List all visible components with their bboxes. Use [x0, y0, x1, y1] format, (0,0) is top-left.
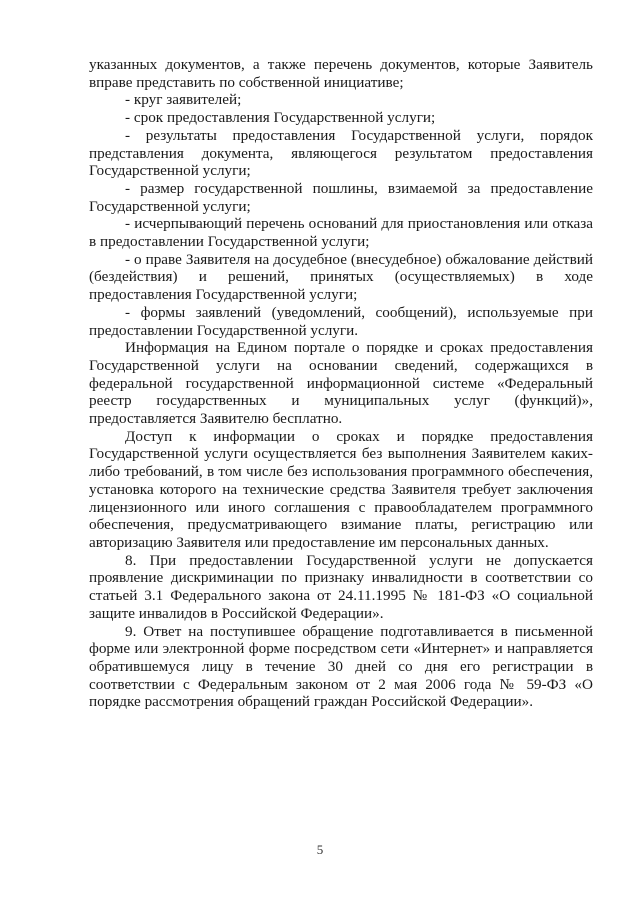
paragraph-portal-info: Информация на Едином портале о порядке и сроках предоставления Государственной услуги на основании сведений, содержащихся в федеральной государственной информационной системе «Федеральный реестр государственных и муниципальных услуг (функций)», предоставляется Заявителю бесплатно.	[89, 339, 593, 428]
paragraph-item-8: 8. При предоставлении Государственной услуги не допускается проявление дискриминации по признаку инвалидности в соответствии со статьей 3.1 Федерального закона от 24.11.1995 № 181-ФЗ «О социальной защите инвалидов в Российской Федерации».	[89, 551, 593, 622]
list-item-term: - срок предоставления Государственной услуги;	[125, 109, 436, 127]
list-item-results: - результаты предоставления Государственной услуги, порядок представления документа, являющегося результатом предоставления Государственной услуги;	[89, 126, 593, 180]
paragraph-access: Доступ к информации о сроках и порядке предоставления Государственной услуги осуществляется без выполнения Заявителем каких-либо требований, в том числе без использования программного обеспечения, установка которого на технические средства Заявителя требует заключения лицензионного или иного соглашения с правообладателем программного обеспечения, предусматривающего взимание платы, регистрацию или авторизацию Заявителя или предоставление им персональных данных.	[89, 427, 593, 551]
list-item-fee: - размер государственной пошлины, взимаемой за предоставление Государственной услуги;	[89, 179, 593, 215]
list-item-refusal-grounds: - исчерпывающий перечень оснований для приостановления или отказа в предоставлении Государственной услуги;	[89, 215, 593, 251]
paragraph-item-9: 9. Ответ на поступившее обращение подготавливается в письменной форме или электронной форме посредством сети «Интернет» и направляется обратившемуся лицу в течение 30 дней со дня его регистрации в соответствии с Федеральным законом от 2 мая 2006 года № 59-ФЗ «О порядке рассмотрения обращений граждан Российской Федерации».	[89, 622, 593, 711]
list-item-appeal-right: - о праве Заявителя на досудебное (внесудебное) обжалование действий (бездействия) и решений, принятых (осуществляемых) в ходе предоставления Государственной услуги;	[89, 250, 593, 304]
body-text	[89, 56, 593, 711]
paragraph-continuation: указанных документов, а также перечень документов, которые Заявитель вправе представить по собственной инициативе;	[89, 56, 593, 91]
list-item-applicants: - круг заявителей;	[125, 91, 242, 109]
list-item-forms: - формы заявлений (уведомлений, сообщений), используемые при предоставлении Государственной услуги.	[89, 303, 593, 339]
page-number: 5	[316, 842, 324, 857]
